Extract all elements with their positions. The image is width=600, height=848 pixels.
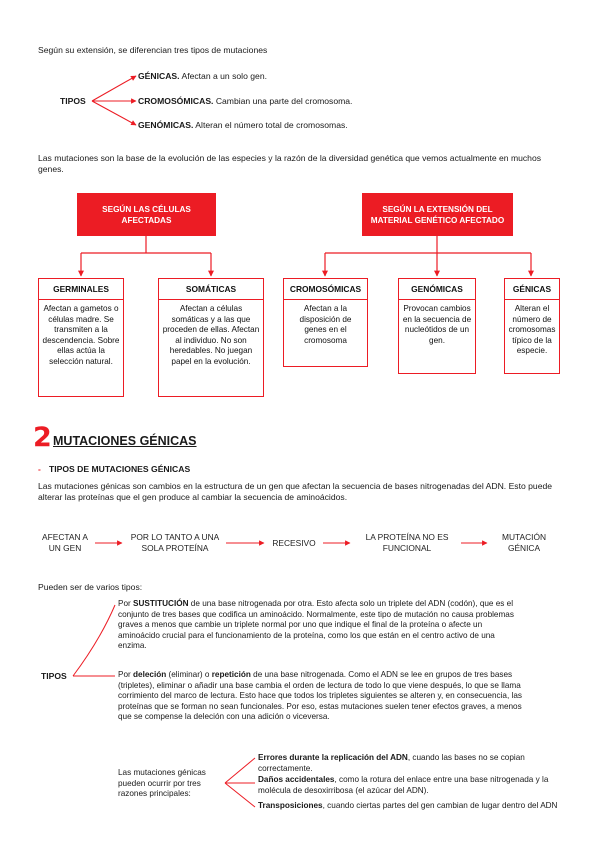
cause-text: , cuando las bases no se copian correctamente. xyxy=(258,753,525,773)
type-cromosomicas xyxy=(138,96,352,107)
cause-danos xyxy=(258,775,578,796)
text-post: de una base nitrogenada por otra. Esto afecta solo un triplete del ADN (codón), que es el conjunto de tres bases que codifica un aminoácido. Normalmente, este tipo de mutación no causa problemas graves a menos que cambie un triplete normal por uno que indique el final de la proteína o afecte un aminoácido crucial para el funcionamiento de la proteína, como los que están en el centro activo de una enzima. xyxy=(118,599,514,651)
box-body: Afectan a gametos o células madre. Se transmiten a la descendencia. Sobre ellas actúa la selección natural. xyxy=(42,304,120,366)
pueden-text: Pueden ser de varios tipos: xyxy=(38,582,143,592)
section-number: 2 xyxy=(33,422,52,453)
text-pre: Por xyxy=(118,599,134,608)
cause-text: , cuando ciertas partes del gen cambian de lugar dentro del ADN xyxy=(322,801,558,810)
flow-step-4: LA PROTEÍNA NO ES FUNCIONAL xyxy=(365,532,449,553)
box-body: Afectan a la disposición de genes en el cromosoma xyxy=(299,304,352,345)
type-desc: Alteran el número total de cromosomas. xyxy=(193,120,348,130)
box-title: GERMINALES xyxy=(39,279,123,300)
section-title: MUTACIONES GÉNICAS xyxy=(53,434,197,448)
cause-replicacion xyxy=(258,753,578,774)
box-somaticas xyxy=(158,278,264,397)
sustitucion-bold: SUSTITUCIÓN xyxy=(133,599,189,608)
box-genicas xyxy=(504,278,560,374)
box-body: Alteran el número de cromosomas típico de la especie. xyxy=(508,304,556,356)
cause-bold: Errores durante la replicación del ADN xyxy=(258,753,408,762)
evolution-paragraph: Las mutaciones son la base de la evolución de las especies y la razón de la diversidad genética que vemos actualmente en muchos genes. xyxy=(38,153,542,174)
box-genomicas xyxy=(398,278,476,374)
box-germinales xyxy=(38,278,124,397)
cause-transposiciones xyxy=(258,801,578,812)
arrow-genicas xyxy=(92,76,136,101)
repeticion-bold: repetición xyxy=(211,670,251,679)
box-title: GENÓMICAS xyxy=(399,279,475,300)
header-celulas xyxy=(77,193,216,236)
cause-text: , como la rotura del enlace entre una base nitrogenada y la molécula de desoxirribosa (el azúcar del ADN). xyxy=(258,775,549,795)
box-title: GÉNICAS xyxy=(505,279,559,300)
text-post: de una base nitrogenada. Como el ADN se lee en grupos de tres bases (tripletes), eliminar o añadir una base cambia el orden de lectura de todo lo que viene después, lo que se llama corrimiento del marco de lectura. Esto hace que todos los tripletes siguientes se alteren y, en consecuencia, las proteínas que se forman no sean funcionales. Por eso, estas mutaciones suelen tener efectos graves, a menos que se compense la deleción con una adición o viceversa. xyxy=(118,670,522,722)
box-title: CROMOSÓMICAS xyxy=(284,279,367,300)
type-genicas xyxy=(138,71,267,82)
cause-bold: Daños accidentales xyxy=(258,775,335,784)
genic-paragraph: Las mutaciones génicas son cambios en la estructura de un gen que afectan la secuencia de bases nitrogenadas del ADN. Esto puede alterar las proteínas que el gen produce al cambiar la secuencia de aminoácidos. xyxy=(38,481,553,502)
causes-label: Las mutaciones génicas pueden ocurrir por tres razones principales: xyxy=(118,768,206,799)
subtitle-bullet: - xyxy=(38,464,41,474)
flow-step-1: AFECTAN A UN GEN xyxy=(42,532,88,553)
type-name: GÉNICAS. xyxy=(138,71,180,81)
type-desc: Cambian una parte del cromosoma. xyxy=(213,96,353,106)
flow-step-5: MUTACIÓN GÉNICA xyxy=(501,532,547,553)
subtitle: TIPOS DE MUTACIONES GÉNICAS xyxy=(49,464,191,474)
type-desc: Afectan a un solo gen. xyxy=(179,71,267,81)
box-title: SOMÁTICAS xyxy=(159,279,263,300)
tipos-label: TIPOS xyxy=(60,96,86,106)
header-celulas-text: SEGÚN LAS CÉLULAS AFECTADAS xyxy=(102,204,191,225)
header-extension xyxy=(362,193,513,236)
type-name: GENÓMICAS. xyxy=(138,120,194,130)
arrow-genomicas xyxy=(92,101,136,125)
delecion-text xyxy=(118,670,523,723)
delecion-bold: deleción xyxy=(133,670,167,679)
type-name: CROMOSÓMICAS. xyxy=(138,96,214,106)
flow-step-2: POR LO TANTO A UNA SOLA PROTEÍNA xyxy=(130,532,220,553)
header-extension-text: SEGÚN LA EXTENSIÓN DEL MATERIAL GENÉTICO AFECTADO xyxy=(370,204,505,225)
box-cromosomicas xyxy=(283,278,368,367)
cause-bold: Transposiciones xyxy=(258,801,323,810)
type-genomicas xyxy=(138,120,348,131)
box-body: Afectan a células somáticas y a las que proceden de ellas. Afectan al individuo. No son heredables. No juegan papel en la evolución. xyxy=(162,304,260,366)
text-pre: Por xyxy=(118,670,134,679)
tipos-label-2: TIPOS xyxy=(41,671,67,681)
box-body: Provocan cambios en la secuencia de nucleótidos de un gen. xyxy=(402,304,472,345)
intro-text: Según su extensión, se diferencian tres tipos de mutaciones xyxy=(38,45,268,55)
sustitucion-text xyxy=(118,599,523,652)
text-mid: (eliminar) o xyxy=(166,670,212,679)
flow-step-3: RECESIVO xyxy=(272,538,316,548)
